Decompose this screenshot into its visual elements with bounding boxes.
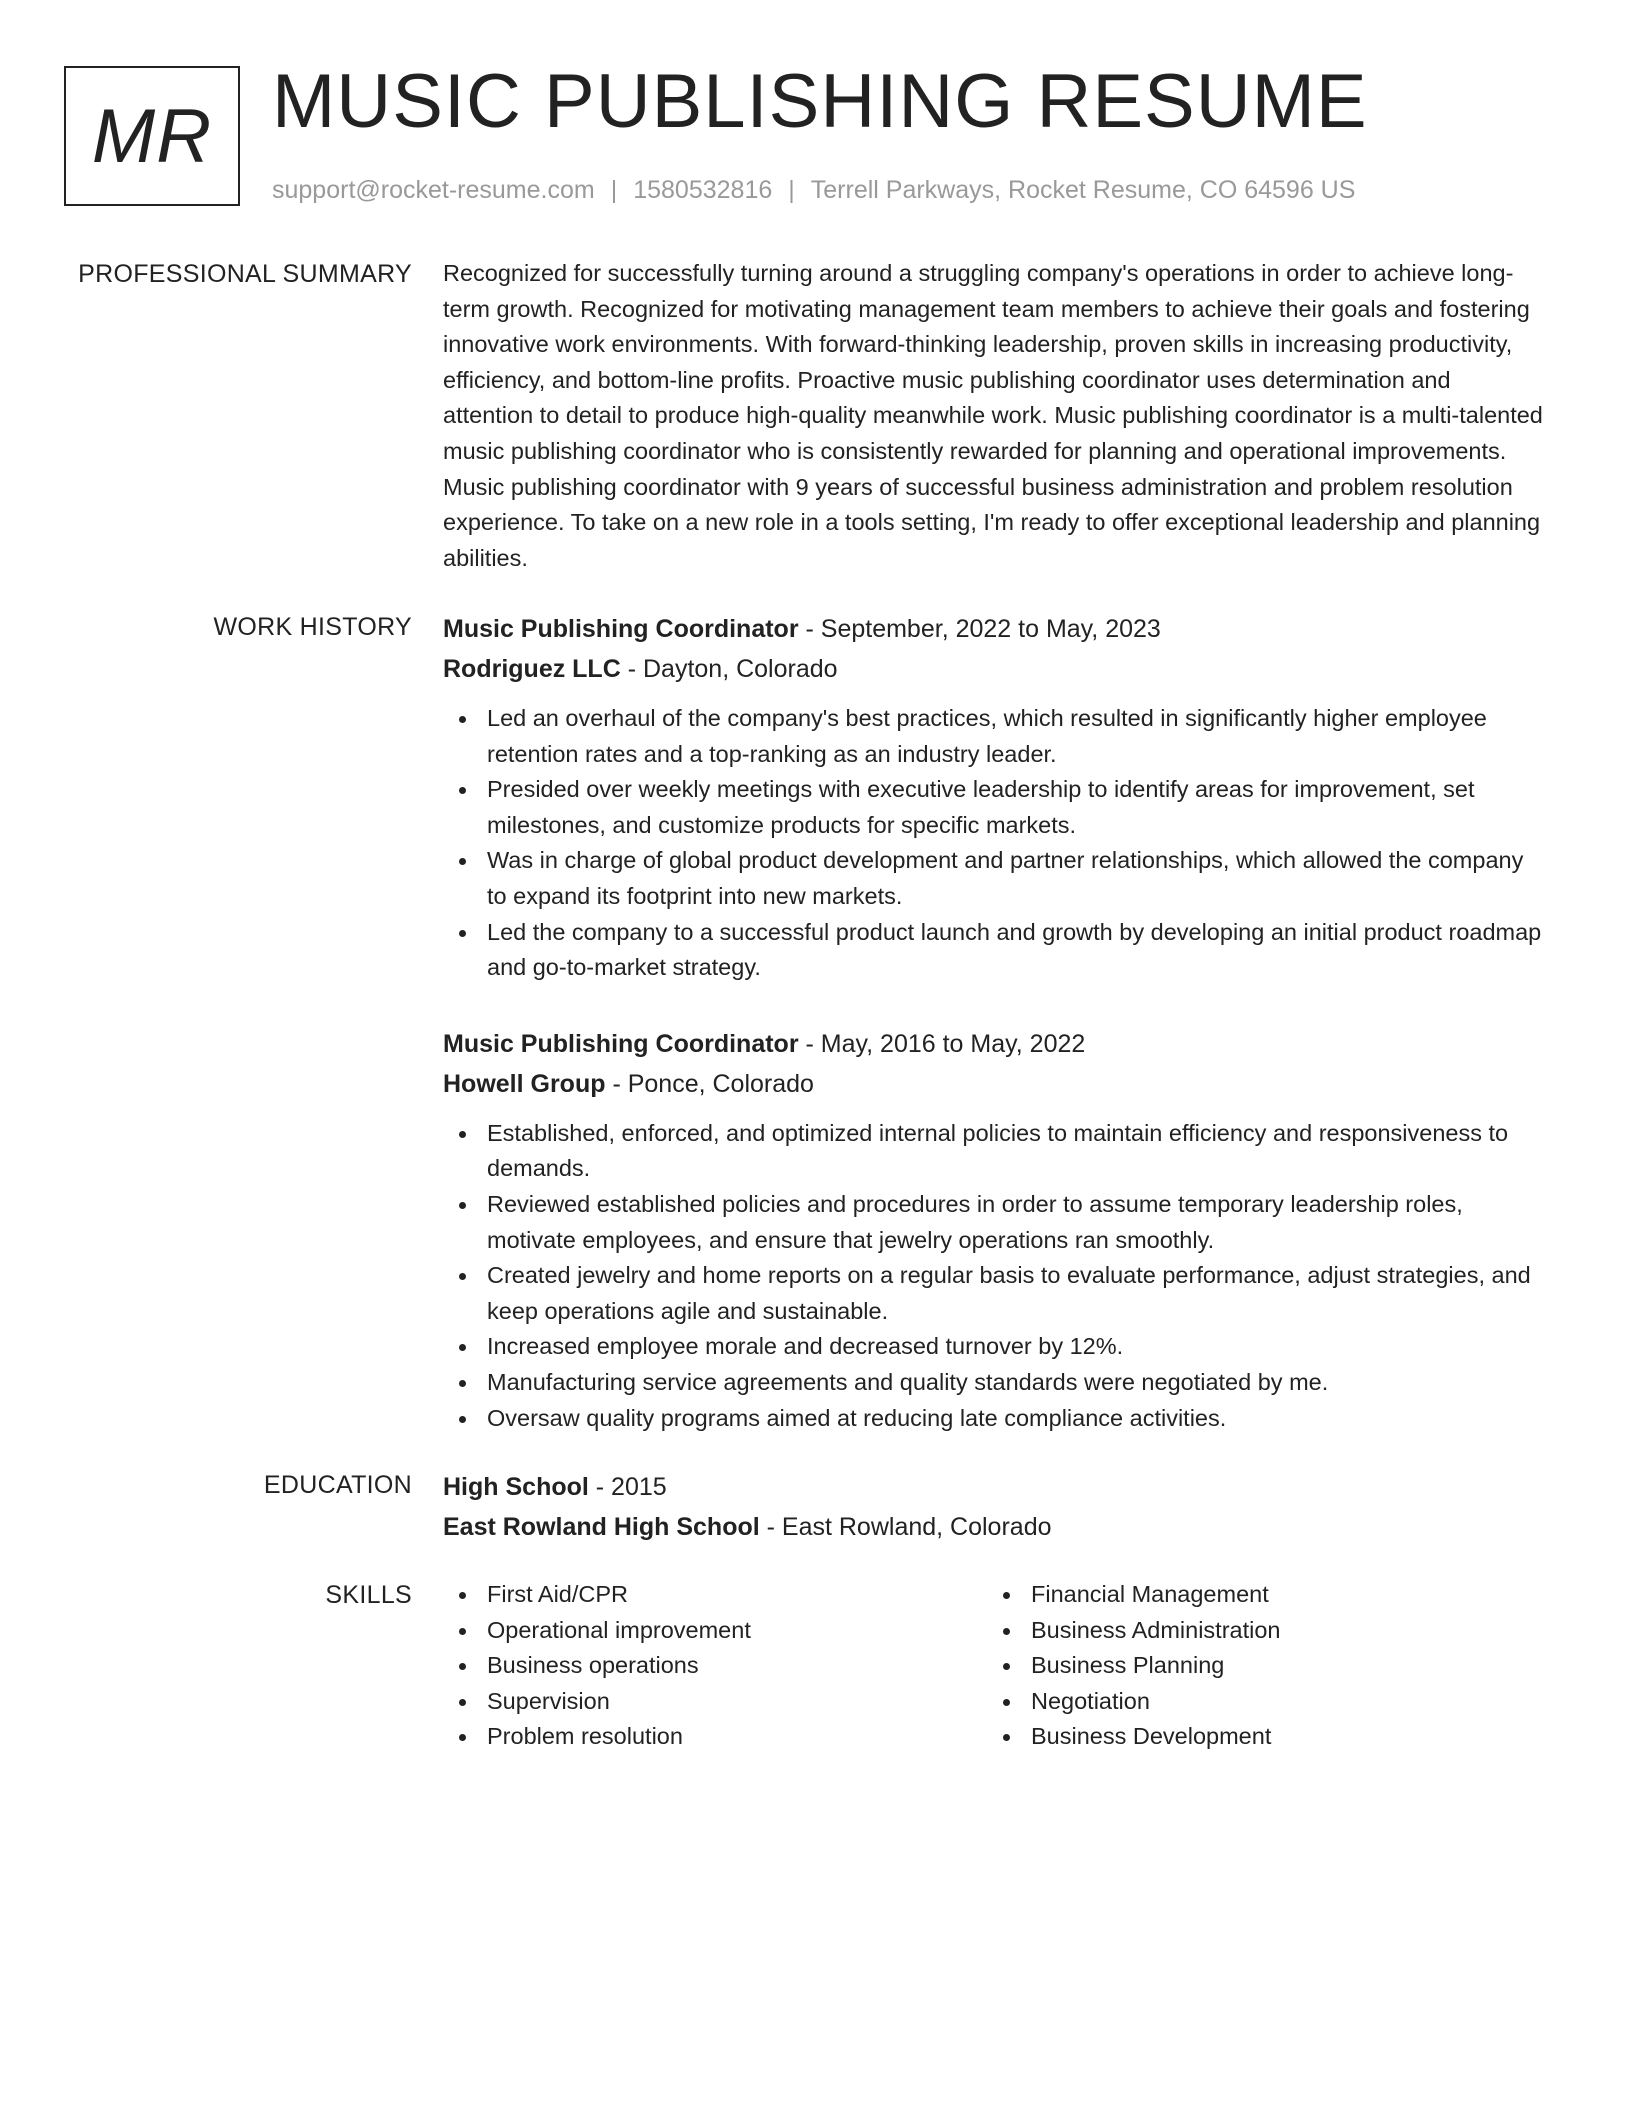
education-year: - 2015 [588,1473,667,1501]
skills-list-left [443,1577,963,1755]
job-dates: - September, 2022 to May, 2023 [798,615,1161,643]
job-bullet: Manufacturing service agreements and quality standards were negotiated by me. [487,1365,1543,1401]
education-degree: High School [443,1473,589,1501]
job-bullet-list [443,1116,1543,1436]
summary-body [443,256,1543,576]
job-bullet: Established, enforced, and optimized internal policies to maintain efficiency and responsiveness to demands. [487,1116,1543,1187]
work-history-body [443,609,1543,1436]
job-company: Howell Group [443,1069,606,1098]
monogram-initials: MR [91,93,213,179]
education-degree-line [443,1467,1543,1507]
skill-item: First Aid/CPR [487,1577,963,1613]
job-bullet: Led the company to a successful product launch and growth by developing an initial product roadmap and go-to-market strategy. [487,915,1543,986]
contact-phone: 1580532816 [633,176,773,204]
skill-item: Business Planning [1031,1648,1507,1684]
job-title-line [443,1024,1543,1064]
skill-item: Problem resolution [487,1719,963,1755]
section-label-work-history: WORK HISTORY [213,613,412,641]
job-bullet: Increased employee morale and decreased turnover by 12%. [487,1329,1543,1365]
job-bullet: Created jewelry and home reports on a regular basis to evaluate performance, adjust strategies, and keep operations agile and sustainable. [487,1258,1543,1329]
job-bullet-list [443,701,1543,986]
skills-body [443,1577,1543,1777]
job-bullet: Was in charge of global product development and partner relationships, which allowed the company to expand its footprint into new markets. [487,843,1543,914]
skills-column-left [443,1577,963,1755]
job-title: Music Publishing Coordinator [443,1029,799,1058]
job-bullet: Oversaw quality programs aimed at reducing late compliance activities. [487,1401,1543,1437]
section-label-education: EDUCATION [263,1471,412,1499]
job-location: - Dayton, Colorado [620,655,838,683]
section-label-skills: SKILLS [325,1581,412,1609]
job-location: - Ponce, Colorado [605,1069,814,1098]
education-location: - East Rowland, Colorado [759,1513,1052,1541]
job-title: Music Publishing Coordinator [443,615,799,643]
skills-list-right [987,1577,1507,1755]
contact-separator: | [610,176,618,204]
resume-title: MUSIC PUBLISHING RESUME [272,59,1368,144]
skill-item: Business Development [1031,1719,1507,1755]
education-school: East Rowland High School [443,1513,760,1541]
contact-address: Terrell Parkways, Rocket Resume, CO 64596 US [810,176,1356,204]
skill-item: Business Administration [1031,1613,1507,1649]
education-school-line [443,1507,1543,1547]
job-bullet: Reviewed established policies and procedures in order to assume temporary leadership roles, motivate employees, and ensure that jewelry operations ran smoothly. [487,1187,1543,1258]
section-label-summary: PROFESSIONAL SUMMARY [78,260,412,288]
job-company-line [443,1064,1543,1104]
contact-email: support@rocket-resume.com [272,176,595,204]
job-company-line [443,649,1543,689]
contact-line [272,174,1355,206]
skill-item: Business operations [487,1648,963,1684]
education-body [443,1467,1543,1547]
job-bullet: Led an overhaul of the company's best practices, which resulted in significantly higher employee retention rates and a top-ranking as an industry leader. [487,701,1543,772]
contact-separator: | [788,176,795,204]
monogram-box [64,66,240,206]
skills-column-right [987,1577,1507,1755]
job-company: Rodriguez LLC [443,655,621,683]
skill-item: Negotiation [1031,1684,1507,1720]
job-bullet: Presided over weekly meetings with executive leadership to identify areas for improvement, set milestones, and customize products for specific markets. [487,772,1543,843]
skill-item: Supervision [487,1684,963,1720]
job-dates: - May, 2016 to May, 2022 [798,1029,1086,1058]
skill-item: Operational improvement [487,1613,963,1649]
job-entry [443,1024,1543,1436]
summary-text: Recognized for successfully turning around a struggling company's operations in order to achieve long-term growth. Recognized for motivating management team members to achieve their goals and fostering innovative work environments. With forward-thinking leadership, proven skills in increasing productivity, efficiency, and bottom-line profits. Proactive music publishing coordinator uses determination and attention to detail to produce high-quality meanwhile work. Music publishing coordinator is a multi-talented music publishing coordinator who is consistently rewarded for planning and operational improvements. Music publishing coordinator with 9 years of successful business administration and problem resolution experience. To take on a new role in a tools setting, I'm ready to offer exceptional leadership and planning abilities. [443,260,1543,571]
skill-item: Financial Management [1031,1577,1507,1613]
job-title-line [443,609,1543,649]
job-entry [443,609,1543,986]
